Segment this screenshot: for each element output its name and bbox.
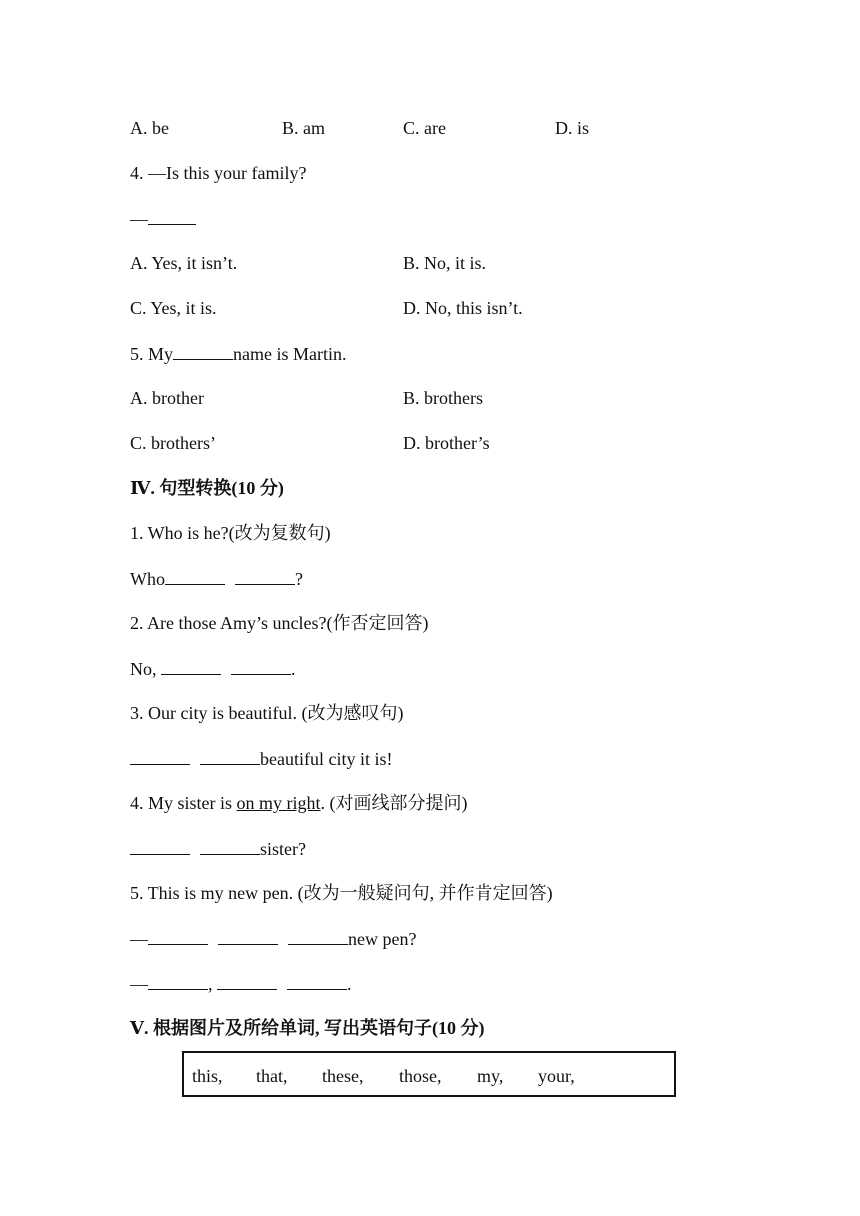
answer-blank xyxy=(287,971,347,990)
q5-question-start: 5. My xyxy=(130,344,174,364)
s4-q5-a1-end: new pen? xyxy=(348,929,417,949)
q4-answer-prefix: — xyxy=(130,209,148,229)
answer-blank xyxy=(231,656,291,675)
answer-blank xyxy=(235,566,295,585)
answer-blank xyxy=(200,746,260,765)
s4-q2-answer xyxy=(130,656,296,681)
answer-blank xyxy=(165,566,225,585)
word-bank-item: these, xyxy=(322,1066,364,1086)
q4-option-d: D. No, this isn’t. xyxy=(403,298,523,318)
word-bank-item: this, xyxy=(192,1066,223,1086)
s4-q5: 5. This is my new pen. (改为一般疑问句, 并作肯定回答) xyxy=(130,883,553,903)
q5-question-end: name is Martin. xyxy=(233,344,347,364)
s4-q3-answer-end: beautiful city it is! xyxy=(260,749,393,769)
q4-option-b: B. No, it is. xyxy=(403,253,487,273)
q3-option-b: B. am xyxy=(282,118,325,138)
word-bank-item: those, xyxy=(399,1066,442,1086)
s4-q2-answer-start: No, xyxy=(130,659,161,679)
answer-blank xyxy=(130,746,190,765)
q4-option-a: A. Yes, it isn’t. xyxy=(130,253,238,273)
word-bank-item: that, xyxy=(256,1066,288,1086)
s4-q4-answer xyxy=(130,836,306,861)
s4-q3-answer xyxy=(130,746,392,771)
answer-blank xyxy=(200,836,260,855)
s4-q5-answer-1 xyxy=(130,926,416,951)
s4-q1-answer xyxy=(130,566,303,591)
word-bank-box xyxy=(182,1051,676,1097)
q5-option-a: A. brother xyxy=(130,388,204,408)
q5-option-d: D. brother’s xyxy=(403,433,490,453)
answer-blank xyxy=(288,926,348,945)
answer-blank xyxy=(148,206,196,225)
word-bank-item: my, xyxy=(477,1066,504,1086)
answer-blank xyxy=(217,971,277,990)
answer-blank xyxy=(161,656,221,675)
s4-q1-answer-end: ? xyxy=(295,569,303,589)
q4-question: 4. —Is this your family? xyxy=(130,163,307,183)
s4-q5-a2-end: . xyxy=(347,974,352,994)
answer-blank xyxy=(130,836,190,855)
answer-blank xyxy=(173,341,233,360)
s4-q1: 1. Who is he?(改为复数句) xyxy=(130,523,331,543)
section4-heading: Ⅳ. 句型转换(10 分) xyxy=(130,478,284,498)
s4-q1-answer-start: Who xyxy=(130,569,165,589)
s4-q2-answer-end: . xyxy=(291,659,296,679)
s4-q4-start: 4. My sister is xyxy=(130,793,237,813)
s4-q5-a1-start: — xyxy=(130,929,148,949)
answer-blank xyxy=(148,971,208,990)
q5-question xyxy=(130,341,347,366)
s4-q3: 3. Our city is beautiful. (改为感叹句) xyxy=(130,703,404,723)
s4-q4-answer-end: sister? xyxy=(260,839,306,859)
s4-q5-answer-2 xyxy=(130,971,352,996)
s4-q4-end: . (对画线部分提问) xyxy=(320,793,468,813)
section5-heading: Ⅴ. 根据图片及所给单词, 写出英语句子(10 分) xyxy=(130,1018,485,1038)
word-bank-item: your, xyxy=(538,1066,575,1086)
q3-option-c: C. are xyxy=(403,118,446,138)
s4-q4 xyxy=(130,791,468,815)
s4-q5-a2-mid: , xyxy=(208,974,217,994)
q4-answer-line xyxy=(130,206,196,231)
q5-option-b: B. brothers xyxy=(403,388,483,408)
q5-option-c: C. brothers’ xyxy=(130,433,216,453)
answer-blank xyxy=(218,926,278,945)
q3-option-d: D. is xyxy=(555,118,590,138)
s4-q2: 2. Are those Amy’s uncles?(作否定回答) xyxy=(130,613,429,633)
q3-option-a: A. be xyxy=(130,118,169,138)
answer-blank xyxy=(148,926,208,945)
s4-q4-underlined: on my right xyxy=(236,793,321,813)
q4-option-c: C. Yes, it is. xyxy=(130,298,217,318)
s4-q5-a2-start: — xyxy=(130,974,148,994)
